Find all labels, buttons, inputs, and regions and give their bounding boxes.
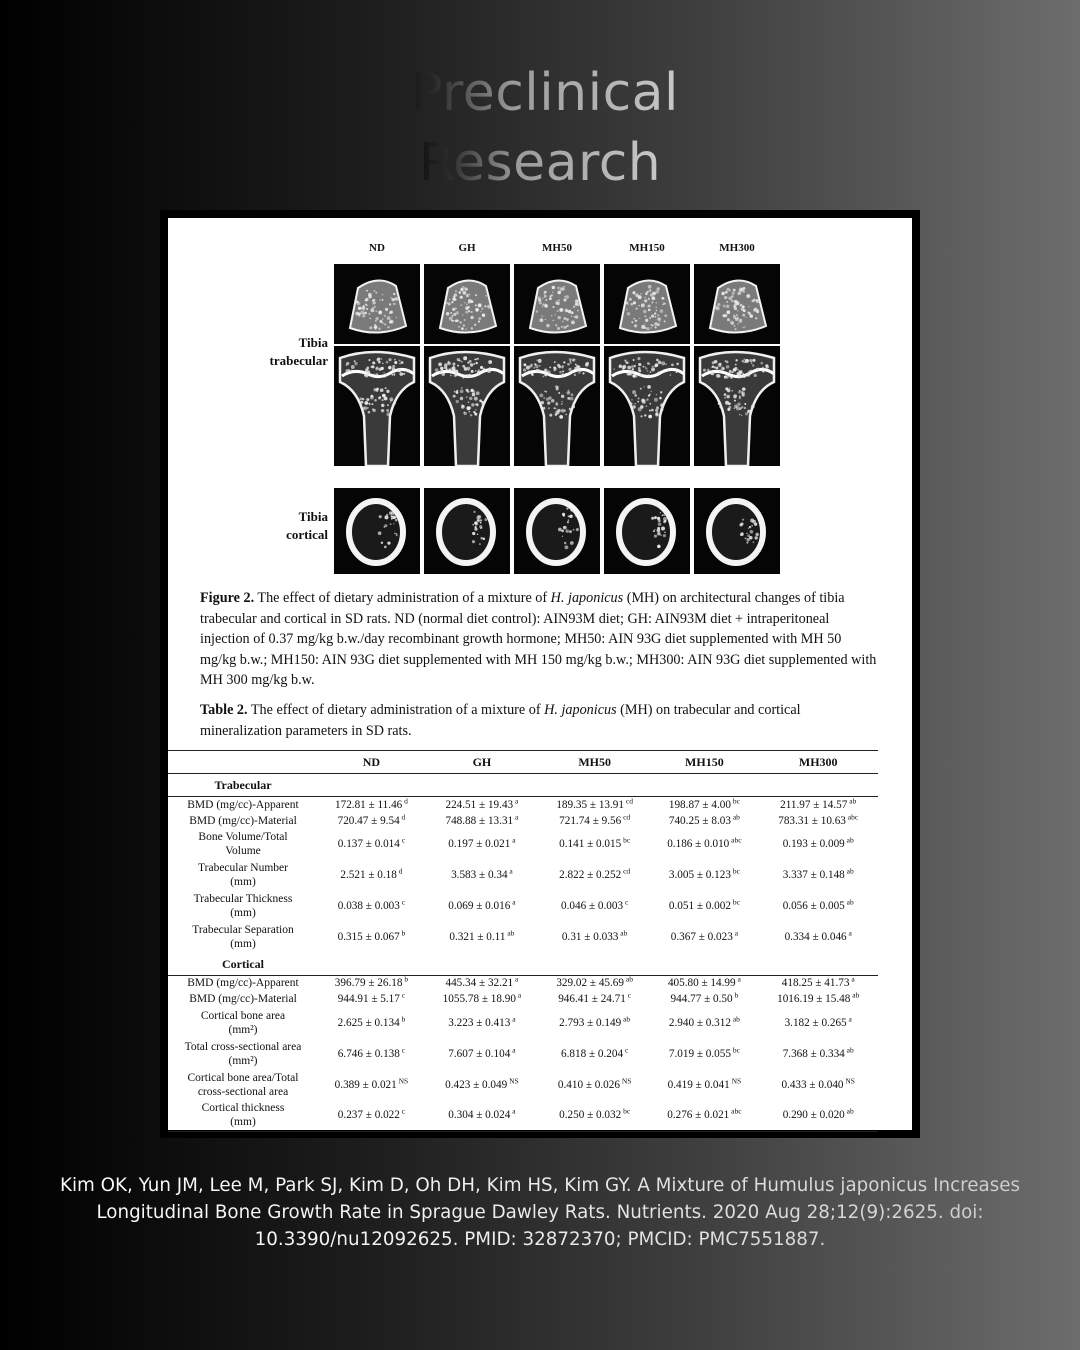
table-row xyxy=(168,922,878,953)
table-cell xyxy=(318,1038,425,1069)
table-caption-label: Table 2. xyxy=(200,702,248,718)
table-cell-value: 3.583 ± 0.34 xyxy=(451,869,508,881)
table-cell xyxy=(539,829,650,860)
table-cell xyxy=(650,1100,758,1131)
table-cell-superscript: a xyxy=(846,1013,852,1023)
cortical-image-mh300 xyxy=(694,488,780,574)
cortical-image-nd xyxy=(334,488,420,574)
table-cell xyxy=(539,922,650,953)
table-cell-superscript: ab xyxy=(844,835,854,845)
table-row-label xyxy=(168,975,318,991)
table-cell-superscript: c xyxy=(625,990,632,1000)
trabecular-long-image-mh150 xyxy=(604,346,690,466)
table-row-label xyxy=(168,991,318,1007)
table-row-label-line: (mm) xyxy=(230,938,256,950)
table-cell-value: 405.80 ± 14.99 xyxy=(667,977,736,990)
table-row-label xyxy=(168,1100,318,1131)
row-label-trabecular-line1: Tibia xyxy=(298,335,328,350)
table-cell-value: 0.367 ± 0.023 xyxy=(670,931,733,943)
table-cell-superscript: d xyxy=(399,811,406,821)
row-label-trabecular-line2: trabecular xyxy=(269,353,328,368)
table-row-label xyxy=(168,1007,318,1038)
table-cell-superscript: a xyxy=(513,796,519,806)
table-section-title: Trabecular xyxy=(214,778,272,792)
trabecular-top-image-mh50 xyxy=(514,264,600,344)
table-row-label xyxy=(168,797,318,813)
trabecular-long-image-mh300 xyxy=(694,346,780,466)
page-heading xyxy=(0,58,1080,198)
table-cell-value: 211.97 ± 14.57 xyxy=(780,798,848,811)
table-cell-value: 944.77 ± 0.50 xyxy=(670,993,733,1005)
table-cell xyxy=(758,1007,878,1038)
table-cell-superscript: c xyxy=(399,1044,406,1054)
table-cell xyxy=(650,1069,758,1100)
table-row-label-line: Trabecular Number xyxy=(198,862,288,874)
trabecular-top-image-nd xyxy=(334,264,420,344)
table-cell xyxy=(650,860,758,891)
table-row xyxy=(168,813,878,829)
table-row xyxy=(168,1100,878,1131)
table-cell-value: 0.389 ± 0.021 xyxy=(334,1078,397,1091)
table-empty-cell xyxy=(318,953,425,976)
table-cell-superscript: c xyxy=(399,990,406,1000)
table-cell xyxy=(425,1069,539,1100)
table-cell xyxy=(758,860,878,891)
table-cell xyxy=(425,991,539,1007)
table-row xyxy=(168,829,878,860)
trabecular-long-image-nd xyxy=(334,346,420,466)
table-column-header-mh50: MH50 xyxy=(578,754,611,769)
table-cell-value: 0.321 ± 0.11 xyxy=(449,931,506,943)
table-cell-value: 329.02 ± 45.69 xyxy=(556,977,624,990)
table-cell-superscript: ab xyxy=(844,1106,854,1116)
table-cell-value: 3.223 ± 0.413 xyxy=(448,1016,511,1029)
table-row-label-line: Bone Volume/Total xyxy=(198,831,288,843)
table-row-label-line: cross-sectional area xyxy=(197,1085,289,1098)
table-cell xyxy=(425,860,539,891)
table-cell xyxy=(650,797,758,813)
table-column-header-mh150: MH150 xyxy=(685,754,724,769)
table-cell-superscript: cd xyxy=(621,866,631,876)
table-header-blank xyxy=(168,751,318,774)
table-cell-superscript: b xyxy=(402,974,409,984)
citation: Kim OK, Yun JM, Lee M, Park SJ, Kim D, Oh DH, Kim HS, Kim GY. A Mixture of Humulus japonicus Increases Longitudinal Bone Growth Rate in Sprague Dawley Rats. Nutrients. 2020 Aug 28;12(9):2625. doi: 10.3390/nu12092625. PMID: 32872370; PMCID: PMC7551887. xyxy=(8,1172,1072,1253)
table-cell xyxy=(318,1007,425,1038)
table-cell xyxy=(539,797,650,813)
table-row-label-line: BMD (mg/cc)-Apparent xyxy=(187,977,299,990)
figure-column-header-nd: ND xyxy=(369,242,385,254)
table-cell-superscript: a xyxy=(510,897,516,907)
table-row xyxy=(168,1038,878,1069)
table-cell-superscript: abc xyxy=(845,811,859,821)
table-cell-value: 0.038 ± 0.003 xyxy=(337,900,400,912)
table-cell-value: 783.31 ± 10.63 xyxy=(778,814,846,827)
table-cell-value: 0.433 ± 0.040 xyxy=(781,1078,844,1091)
table-cell-value: 2.940 ± 0.312 xyxy=(668,1016,731,1029)
table-cell xyxy=(539,991,650,1007)
table-cell xyxy=(650,922,758,953)
table-cell-superscript: a xyxy=(735,974,741,984)
table-cell-superscript: a xyxy=(732,928,739,938)
table-cell-value: 0.141 ± 0.015 xyxy=(559,838,622,850)
heading-line-2: Research xyxy=(419,128,662,198)
table-cell-superscript: a xyxy=(849,974,855,984)
table-cell xyxy=(318,829,425,860)
table-cell-superscript: ab xyxy=(844,866,854,876)
table-cell xyxy=(758,1038,878,1069)
table-cell-value: 7.368 ± 0.334 xyxy=(782,1047,845,1060)
table-cell-value: 740.25 ± 8.03 xyxy=(668,814,731,827)
table-cell xyxy=(318,991,425,1007)
table-cell-value: 172.81 ± 11.46 xyxy=(335,798,403,811)
table-row-label xyxy=(168,922,318,953)
table-cell-superscript: ab xyxy=(505,928,515,938)
table-cell-superscript: a xyxy=(510,835,516,845)
table-header-row xyxy=(168,751,878,774)
table-cell-value: 1016.19 ± 15.48 xyxy=(777,993,851,1005)
table-cell-value: 946.41 ± 24.71 xyxy=(558,993,626,1005)
table-cell-value: 0.137 ± 0.014 xyxy=(337,838,400,850)
table-row-label-line: Cortical bone area xyxy=(200,1009,286,1022)
table-cell xyxy=(758,891,878,922)
table-cell-superscript: ab xyxy=(844,897,854,907)
table-row xyxy=(168,975,878,991)
figure-caption-label: Figure 2. xyxy=(200,590,255,606)
table-cell xyxy=(318,1100,425,1131)
table-cell-value: 0.046 ± 0.003 xyxy=(561,900,624,912)
table-cell-superscript: b xyxy=(399,928,406,938)
table-cell-superscript: a xyxy=(515,990,522,1000)
table-cell xyxy=(425,922,539,953)
table-cell xyxy=(425,1100,539,1131)
table-cell-value: 3.182 ± 0.265 xyxy=(784,1016,847,1029)
table-cell-superscript: a xyxy=(846,928,852,938)
table-cell-value: 198.87 ± 4.00 xyxy=(668,798,731,811)
table-cell xyxy=(425,1038,539,1069)
table-cell-superscript: ab xyxy=(730,811,740,821)
table-caption-text-1: The effect of dietary administration of a mixture of xyxy=(247,702,545,718)
table-cell-value: 748.88 ± 13.31 xyxy=(445,814,514,827)
table-cell xyxy=(318,797,425,813)
table-cell-superscript: c xyxy=(399,835,406,845)
table-cell xyxy=(539,813,650,829)
table-cell xyxy=(425,891,539,922)
table-row xyxy=(168,891,878,922)
table-cell-superscript: bc xyxy=(730,796,740,806)
table-cell-value: 3.337 ± 0.148 xyxy=(782,869,845,881)
table-cell-superscript: a xyxy=(507,866,513,876)
table-cell xyxy=(539,1007,650,1038)
table-row xyxy=(168,1069,878,1100)
table-cell-superscript: c xyxy=(399,897,406,907)
table-cell-value: 7.607 ± 0.104 xyxy=(448,1047,511,1060)
heading-line-1: Preclinical xyxy=(401,58,679,128)
table-section-row xyxy=(168,953,878,976)
table-cell-superscript: bc xyxy=(621,1106,631,1116)
table-cell-value: 0.410 ± 0.026 xyxy=(557,1078,620,1091)
table-cell xyxy=(650,975,758,991)
table-cell-value: 0.197 ± 0.021 xyxy=(448,838,511,850)
figure-column-header-mh50: MH50 xyxy=(542,242,572,254)
table-cell xyxy=(758,975,878,991)
table-cell xyxy=(539,891,650,922)
table-cell xyxy=(758,829,878,860)
table-cell-superscript: ab xyxy=(850,990,860,1000)
table-cell-value: 1055.78 ± 18.90 xyxy=(442,993,516,1005)
table-cell xyxy=(758,797,878,813)
table-cell xyxy=(425,829,539,860)
table-cell xyxy=(425,813,539,829)
table-section-title: Cortical xyxy=(222,956,264,971)
table-row-label-line: Trabecular Thickness xyxy=(193,893,293,905)
table-cell-value: 3.005 ± 0.123 xyxy=(668,869,731,881)
table-empty-cell xyxy=(425,774,539,797)
table-empty-cell xyxy=(758,774,878,797)
table-row-label xyxy=(168,891,318,922)
cortical-image-mh50 xyxy=(514,488,600,574)
table-row-label-line: (mm²) xyxy=(228,1023,258,1036)
table-cell-value: 0.315 ± 0.067 xyxy=(337,931,400,943)
table-cell-superscript: NS xyxy=(843,1075,855,1085)
table-row-label-line: Total cross-sectional area xyxy=(184,1040,302,1053)
table-cell-value: 0.304 ± 0.024 xyxy=(448,1109,511,1122)
table-cell xyxy=(650,1007,758,1038)
table-cell-superscript: b xyxy=(399,1013,406,1023)
table-cell-value: 0.290 ± 0.020 xyxy=(782,1109,845,1122)
cortical-image-mh150 xyxy=(604,488,690,574)
table-cell xyxy=(539,1038,650,1069)
table-cell-value: 0.250 ± 0.032 xyxy=(559,1109,622,1122)
table-cell xyxy=(650,829,758,860)
table-cell-superscript: ab xyxy=(847,796,857,806)
row-label-cortical-line2: cortical xyxy=(286,527,328,542)
table-cell xyxy=(650,891,758,922)
table-cell-superscript: a xyxy=(510,1044,516,1054)
table-cell-superscript: bc xyxy=(730,1044,740,1054)
paper-excerpt-frame xyxy=(160,210,920,1138)
figure-caption-text-1: The effect of dietary administration of a mixture of xyxy=(254,590,551,606)
table-cell xyxy=(758,813,878,829)
table-empty-cell xyxy=(758,953,878,976)
table-cell-value: 7.019 ± 0.055 xyxy=(668,1047,731,1060)
table-row-label-line: (mm) xyxy=(230,876,256,888)
trabecular-top-image-gh xyxy=(424,264,510,344)
trabecular-long-image-mh50 xyxy=(514,346,600,466)
table-empty-cell xyxy=(650,774,758,797)
table-cell-superscript: c xyxy=(623,1044,629,1054)
paper-excerpt xyxy=(168,218,912,1130)
table-cell-superscript: c xyxy=(623,897,629,907)
table-cell-value: 6.818 ± 0.204 xyxy=(561,1047,624,1060)
table-cell-value: 0.051 ± 0.002 xyxy=(668,900,731,912)
table-cell xyxy=(318,860,425,891)
table-cell xyxy=(318,891,425,922)
table-cell-superscript: d xyxy=(396,866,403,876)
table-cell xyxy=(539,1069,650,1100)
table-cell xyxy=(758,1100,878,1131)
table-caption-text-2: (MH) on trabecular and cortical mineralization parameters in SD rats. xyxy=(200,702,801,739)
table-cell-value: 2.822 ± 0.252 xyxy=(559,869,622,881)
table-cell xyxy=(650,1038,758,1069)
table-cell-value: 2.625 ± 0.134 xyxy=(337,1016,400,1029)
table-cell xyxy=(539,975,650,991)
table-cell-superscript: cd xyxy=(621,811,631,821)
table-cell xyxy=(650,991,758,1007)
table-cell-value: 445.34 ± 32.21 xyxy=(445,977,514,990)
table-empty-cell xyxy=(650,953,758,976)
table-row-label xyxy=(168,829,318,860)
table-cell xyxy=(758,922,878,953)
table-cell-superscript: a xyxy=(510,1106,516,1116)
table-cell-superscript: ab xyxy=(844,1044,854,1054)
table-row-label-line: Trabecular Separation xyxy=(192,924,294,936)
table-cell-value: 720.47 ± 9.54 xyxy=(337,814,400,827)
table-cell-value: 0.186 ± 0.010 xyxy=(667,838,730,850)
table-cell-value: 0.069 ± 0.016 xyxy=(448,900,511,912)
table-row-label-line: BMD (mg/cc)-Material xyxy=(189,993,297,1005)
cortical-image-gh xyxy=(424,488,510,574)
table-cell xyxy=(425,975,539,991)
table-cell-superscript: ab xyxy=(624,974,633,984)
table-cell xyxy=(650,813,758,829)
table-cell-value: 0.419 ± 0.041 xyxy=(667,1078,730,1091)
table-cell xyxy=(318,813,425,829)
table-row-label xyxy=(168,1069,318,1100)
table-cell-value: 944.91 ± 5.17 xyxy=(337,993,400,1005)
table-row xyxy=(168,1007,878,1038)
trabecular-top-image-mh300 xyxy=(694,264,780,344)
table-cell-superscript: NS xyxy=(729,1075,742,1085)
table-cell-superscript: bc xyxy=(730,897,740,907)
table-row xyxy=(168,860,878,891)
table-cell-value: 0.423 ± 0.049 xyxy=(445,1078,508,1091)
mineralization-table xyxy=(168,750,878,1132)
table-row-label-line: (mm) xyxy=(230,907,256,919)
table-row-label-line: Cortical thickness xyxy=(201,1102,285,1115)
table-cell-value: 0.31 ± 0.033 xyxy=(561,931,619,943)
table-cell-superscript: b xyxy=(732,990,739,1000)
table-cell xyxy=(539,860,650,891)
table-cell-superscript: ab xyxy=(618,928,628,938)
table-empty-cell xyxy=(539,953,650,976)
table-section-row xyxy=(168,774,878,797)
table-cell-value: 189.35 ± 13.91 xyxy=(556,798,624,811)
table-empty-cell xyxy=(318,774,425,797)
table-empty-cell xyxy=(425,953,539,976)
table-cell-superscript: a xyxy=(513,811,519,821)
figure-caption-species: H. japonicus xyxy=(550,590,624,606)
table-column-header-mh300: MH300 xyxy=(798,754,838,769)
table-cell-value: 418.25 ± 41.73 xyxy=(781,977,850,990)
table-column-header-nd: ND xyxy=(362,754,381,769)
table-cell xyxy=(425,797,539,813)
table-cell-value: 0.193 ± 0.009 xyxy=(782,838,845,850)
table-caption xyxy=(200,700,880,741)
table-row-label-line: Volume xyxy=(225,845,261,857)
table-cell-superscript: a xyxy=(510,1013,516,1023)
table-cell-superscript: NS xyxy=(396,1075,409,1085)
figure-caption-text-2: (MH) on architectural changes of tibia trabecular and cortical in SD rats. ND (normal diet control): AIN93M diet; GH: AIN93M diet + intraperitoneal injection of 0.37 mg/kg b.w./day recombinant growth hormone; MH50: AIN 93G diet supplemented with MH 50 mg/kg b.w.; MH150: AIN 93G diet supplemented with MH 150 mg/kg b.w.; MH300: AIN 93G diet supplemented with MH 300 mg/kg b.w. xyxy=(200,590,877,688)
table-row xyxy=(168,991,878,1007)
table-caption-species: H. japonicus xyxy=(544,702,617,718)
table-cell-superscript: abc xyxy=(729,835,742,845)
figure-column-header-mh150: MH150 xyxy=(629,242,665,254)
table-row-label-line: (mm) xyxy=(230,1116,256,1129)
table-cell-superscript: NS xyxy=(507,1075,519,1085)
table-cell-superscript: d xyxy=(402,796,408,806)
table-cell-value: 0.334 ± 0.046 xyxy=(784,931,847,943)
table-cell-superscript: ab xyxy=(621,1013,631,1023)
table-cell xyxy=(758,1069,878,1100)
table-row-label-line: (mm²) xyxy=(228,1054,258,1067)
row-label-cortical-line1: Tibia xyxy=(298,509,328,524)
table-cell-superscript: bc xyxy=(621,835,631,845)
table-cell-value: 721.74 ± 9.56 xyxy=(559,814,622,827)
table-cell-value: 0.237 ± 0.022 xyxy=(337,1109,400,1122)
row-label-trabecular xyxy=(264,334,328,370)
table-row-label xyxy=(168,860,318,891)
table-cell-value: 396.79 ± 26.18 xyxy=(334,977,403,990)
table-cell-superscript: bc xyxy=(730,866,740,876)
table-cell-superscript: cd xyxy=(624,796,633,806)
table-row-label-line: Cortical bone area/Total xyxy=(187,1071,299,1084)
table-cell xyxy=(539,1100,650,1131)
table-cell xyxy=(318,1069,425,1100)
table-cell xyxy=(318,922,425,953)
table-cell-superscript: NS xyxy=(619,1075,632,1085)
table-cell-value: 2.793 ± 0.149 xyxy=(559,1016,622,1029)
table-row-label xyxy=(168,813,318,829)
row-label-cortical xyxy=(264,508,328,544)
table-cell xyxy=(758,991,878,1007)
table-cell-value: 224.51 ± 19.43 xyxy=(445,798,514,811)
table-row xyxy=(168,797,878,813)
table-row-label-line: BMD (mg/cc)-Apparent xyxy=(187,798,299,811)
table-cell-superscript: c xyxy=(399,1106,406,1116)
table-cell-value: 0.276 ± 0.021 xyxy=(667,1109,730,1122)
table-cell-superscript: abc xyxy=(729,1106,742,1116)
table-row-label xyxy=(168,1038,318,1069)
table-cell-value: 2.521 ± 0.18 xyxy=(340,869,397,881)
table-row-label-line: BMD (mg/cc)-Material xyxy=(189,814,297,827)
table-cell xyxy=(425,1007,539,1038)
figure-caption xyxy=(200,588,880,691)
table-cell-value: 6.746 ± 0.138 xyxy=(337,1047,400,1060)
table-cell-superscript: ab xyxy=(730,1013,740,1023)
trabecular-top-image-mh150 xyxy=(604,264,690,344)
table-cell-superscript: a xyxy=(513,974,519,984)
table-cell xyxy=(318,975,425,991)
figure-column-header-gh: GH xyxy=(458,242,476,254)
figure-column-header-mh300: MH300 xyxy=(719,242,755,254)
table-cell-value: 0.056 ± 0.005 xyxy=(782,900,845,912)
table-column-header-gh: GH xyxy=(472,754,492,769)
table-empty-cell xyxy=(539,774,650,797)
trabecular-long-image-gh xyxy=(424,346,510,466)
